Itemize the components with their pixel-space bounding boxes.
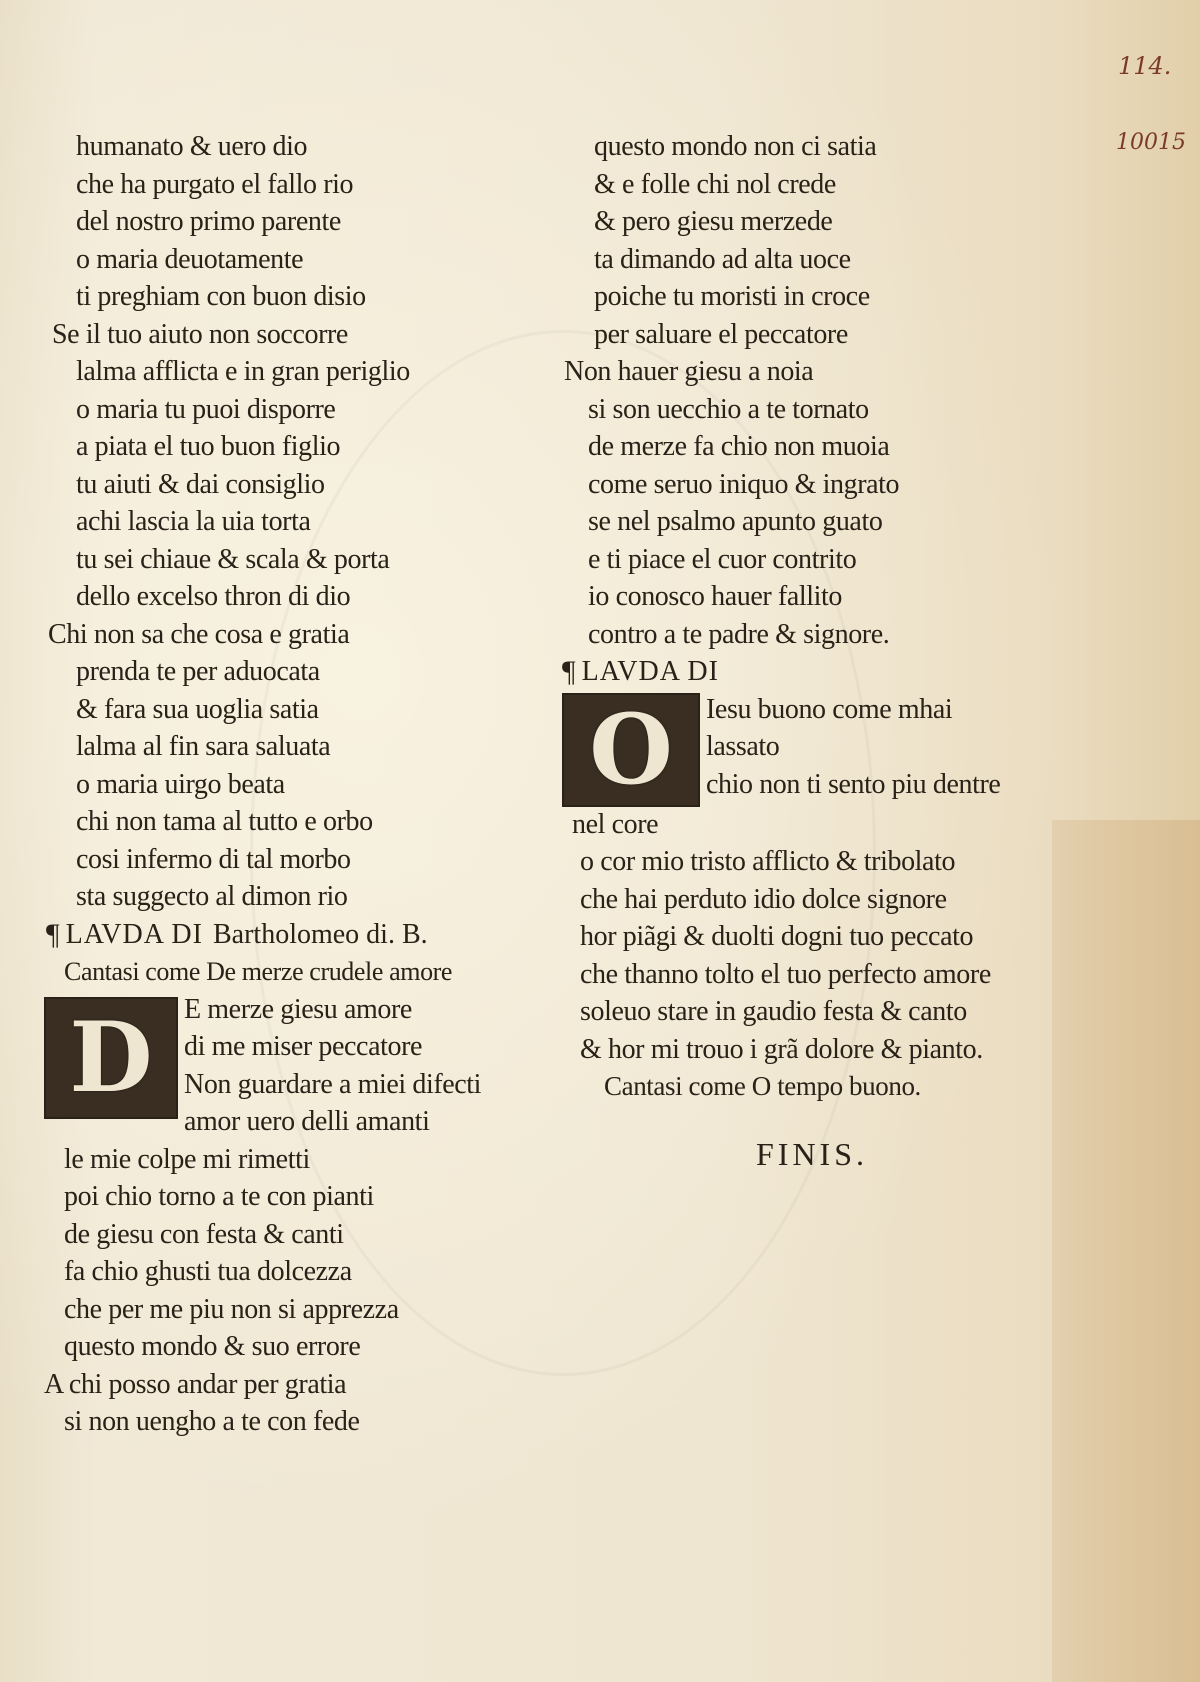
verse-line: E merze giesu amore (184, 993, 412, 1025)
verse-line: chio non ti sento piu dentre (706, 768, 1001, 800)
verse-line: de giesu con festa & canti (64, 1218, 344, 1250)
verse-line: le mie colpe mi rimetti (64, 1143, 310, 1175)
rubric-author: Bartholomeo di. B. (212, 918, 428, 950)
verse-line: poi chio torno a te con pianti (64, 1181, 374, 1212)
verse-line: se nel psalmo apunto guato (588, 506, 883, 537)
verse-line: che thanno tolto el tuo perfecto amore (580, 958, 991, 990)
woodcut-initial-o (562, 693, 700, 807)
rubric-heading (562, 653, 1042, 691)
initial-block (44, 991, 544, 1141)
verse-line: si son uecchio a te tornato (588, 393, 869, 425)
verse-line: o maria deuotamente (76, 243, 304, 275)
pilcrow-mark: ¶ (46, 917, 60, 951)
folio-number: 114. (1118, 52, 1172, 80)
verse-line: lalma afflicta e in gran periglio (76, 356, 410, 387)
verse-line: questo mondo non ci satia (594, 131, 877, 162)
pilcrow-mark: ¶ (562, 655, 576, 688)
verse-line: cosi infermo di tal morbo (76, 843, 351, 875)
verse-line: fa chio ghusti tua dolcezza (64, 1256, 352, 1287)
verse-line: Iesu buono come mhai (706, 693, 953, 725)
verse-line: hor piãgi & duolti dogni tuo peccato (580, 921, 974, 952)
verse-line: si non uengho a te con fede (64, 1406, 360, 1437)
manuscript-number: 10015 (1116, 130, 1186, 155)
stanza-first-line: Non hauer giesu a noia (564, 356, 814, 387)
initial-lines (184, 991, 481, 1141)
rubric-heading (44, 916, 544, 954)
finis-mark: FINIS. (755, 1135, 868, 1172)
verse-line: achi lascia la uia torta (76, 506, 311, 537)
rubric-title: LAVDA DI (65, 918, 203, 950)
stanza-first-line: Se il tuo aiuto non soccorre (52, 318, 348, 350)
verse-line: questo mondo & suo errore (64, 1331, 361, 1362)
verse-line: humanato & uero dio (76, 131, 308, 162)
verse-line: a piata el tuo buon figlio (76, 431, 341, 462)
verse-line: contro a te padre & signore. (588, 618, 890, 650)
verse-line: amor uero delli amanti (184, 1106, 430, 1137)
verse-line: tu sei chiaue & scala & porta (76, 543, 390, 575)
left-column (44, 128, 544, 1441)
verse-line: che per me piu non si apprezza (64, 1293, 399, 1325)
verse-line: o maria uirgo beata (76, 768, 285, 800)
verse-line: lalma al fin sara saluata (76, 731, 331, 762)
verse-line: & hor mi trouo i grã dolore & pianto. (580, 1033, 983, 1065)
initial-block (562, 691, 1042, 806)
verse-line: che ha purgato el fallo rio (76, 168, 354, 200)
verse-line: per saluare el peccatore (594, 318, 848, 350)
verse-line: che hai perduto idio dolce signore (580, 883, 947, 915)
verse-line: poiche tu moristi in croce (594, 281, 870, 312)
verse-line: o maria tu puoi disporre (76, 393, 336, 425)
verse-line: del nostro primo parente (76, 206, 341, 237)
verse-line: chi non tama al tutto e orbo (76, 806, 373, 837)
verse-line: lassato (706, 731, 780, 762)
stanza-first-line: A chi posso andar per gratia (44, 1368, 347, 1400)
verse-line: io conosco hauer fallito (588, 581, 842, 612)
verse-line: ti preghiam con buon disio (76, 281, 366, 312)
tune-note: Cantasi come De merze crudele amore (64, 957, 453, 986)
verse-line: o cor mio tristo afflicto & tribolato (580, 846, 956, 877)
verse-line: Non guardare a miei difecti (184, 1068, 482, 1100)
verse-line: tu aiuti & dai consiglio (76, 468, 325, 500)
verse-line: sta suggecto al dimon rio (76, 881, 348, 912)
verse-line: dello excelso thron di dio (76, 581, 351, 612)
verse-line: & fara sua uoglia satia (76, 693, 319, 725)
verse-line: & e folle chi nol crede (594, 168, 836, 200)
verse-line: di me miser peccatore (184, 1031, 423, 1062)
stanza-first-line: Chi non sa che cosa e gratia (48, 618, 350, 650)
tune-note: Cantasi come O tempo buono. (604, 1071, 921, 1101)
verse-line: de merze fa chio non muoia (588, 431, 890, 462)
paper-stain (1052, 820, 1200, 1682)
verse-line: prenda te per aduocata (76, 656, 320, 687)
verse-line: & pero giesu merzede (594, 206, 833, 237)
initial-lines (706, 691, 1000, 804)
rubric-title: LAVDA DI (581, 656, 719, 687)
verse-line: e ti piace el cuor contrito (588, 543, 857, 575)
verse-line: come seruo iniquo & ingrato (588, 468, 900, 500)
initial-letter: D (69, 1000, 153, 1114)
verse-line: nel core (572, 808, 659, 840)
verse-line: soleuo stare in gaudio festa & canto (580, 996, 967, 1027)
right-column (562, 128, 1042, 1173)
woodcut-initial-d (44, 997, 178, 1119)
initial-letter: O (589, 692, 673, 806)
verse-line: ta dimando ad alta uoce (594, 243, 851, 275)
